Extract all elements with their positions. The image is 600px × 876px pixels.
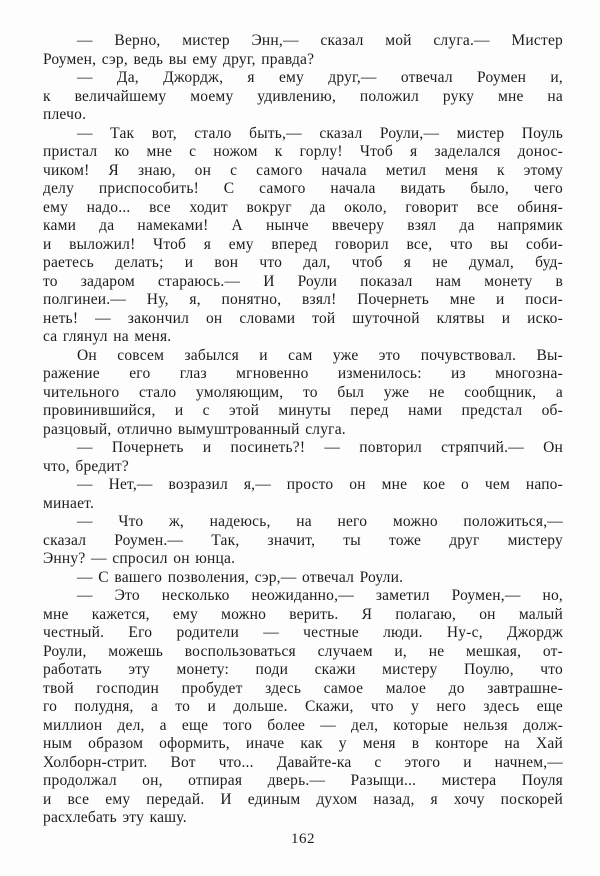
text-line: полгинеи.— Ну, я, понятно, взял! Почернеть мне и поси- xyxy=(43,291,563,308)
text-line: честный. Его родители — честные люди. Ну-с, Джордж xyxy=(43,624,563,641)
text-line: раетесь делать; и вон что дал, чтоб я не думал, буд- xyxy=(43,254,563,271)
text-line: — С вашего позволения, сэр,— отвечал Роули. xyxy=(77,568,404,586)
paragraph xyxy=(43,347,563,440)
paragraph xyxy=(43,587,563,828)
text-line: неть! — закончил он словами той шуточной клятвы и иско- xyxy=(43,309,563,327)
paragraph xyxy=(43,125,563,347)
text-line: Холборн-стрит. Вот что... Давайте-ка с этого и начнем,— xyxy=(43,753,563,771)
text-line: Роули, можешь воспользоваться случаем и, не мешкая, от- xyxy=(43,642,563,660)
text-line: твой господин пробудет здесь самое малое до завтрашне- xyxy=(43,679,563,697)
text-line: делу приспособить! С самого начала видать было, чего xyxy=(43,180,563,197)
text-line: работать эту монету: поди скажи мистеру Поулю, что xyxy=(43,661,563,678)
text-line: — Почернеть и посинеть?! — повторил стряпчий.— Он xyxy=(77,439,563,456)
text-line: расхлебать эту кашу. xyxy=(43,809,187,826)
paragraph xyxy=(43,476,563,513)
text-block xyxy=(43,32,563,828)
paragraph xyxy=(43,69,563,125)
text-line: — Это несколько неожиданно,— заметил Роумен,— но, xyxy=(77,587,563,604)
text-line: что, бредит? xyxy=(43,457,129,475)
text-line: продолжал он, отпирая дверь.— Разыщи... мистера Поуля xyxy=(43,772,563,789)
text-line: плечо. xyxy=(43,106,87,123)
text-line: провинившийся, и с этой минуты перед нами предстал об- xyxy=(43,402,563,419)
text-line: и все ему передай. И единым духом назад, я хочу поскорей xyxy=(43,790,563,808)
text-line: Он совсем забылся и сам уже это почувствовал. Вы- xyxy=(77,346,563,364)
text-line: — Нет,— возразил я,— просто он мне кое о чем напо- xyxy=(77,476,563,493)
text-line: ным образом оформить, иначе как у меня в конторе на Хай xyxy=(43,735,563,752)
text-line: то задаром стараюсь.— И Роули показал нам монету в xyxy=(43,272,563,290)
text-line: — Верно, мистер Энн,— сказал мой слуга.— Мистер xyxy=(77,32,563,49)
page-number: 162 xyxy=(291,831,315,847)
text-line: са глянул на меня. xyxy=(43,328,172,345)
paragraph xyxy=(43,32,563,69)
text-line: ему надо... все ходит вокруг да около, говорит все обиня- xyxy=(43,198,563,216)
text-line: го полудня, а то и дольше. Скажи, что у него здесь еще xyxy=(43,698,563,715)
paragraph xyxy=(43,569,563,588)
text-line: мне кажется, ему можно верить. Я полагаю, он малый xyxy=(43,605,563,623)
text-line: миллион дел, а еще того более — дел, которые нельзя долж- xyxy=(43,716,563,734)
text-line: ками да намеками! А нынче ввечеру взял да напрямик xyxy=(43,217,563,234)
text-line: пристал ко мне с ножом к горлу! Чтоб я заделался донос- xyxy=(43,143,563,160)
text-line: ражение его глаз мгновенно изменилось: из многозна- xyxy=(43,365,563,382)
text-line: чительного стало умоляющим, то был уже не сообщник, а xyxy=(43,383,563,401)
text-line: Энну? — спросил он юнца. xyxy=(43,550,236,567)
text-line: минает. xyxy=(43,494,95,512)
text-line: и выложил! Чтоб я ему вперед говорил все, что вы соби- xyxy=(43,235,563,253)
paragraph xyxy=(43,439,563,476)
text-line: — Так вот, стало быть,— сказал Роули,— мистер Поуль xyxy=(77,124,563,142)
text-line: разцовый, отлично вымуштрованный слуга. xyxy=(43,420,346,438)
text-line: сказал Роумен.— Так, значит, ты тоже друг мистеру xyxy=(43,531,563,549)
text-line: — Что ж, надеюсь, на него можно положиться,— xyxy=(77,513,563,530)
text-line: чиком! Я знаю, он с самого начала метил меня к этому xyxy=(43,161,563,179)
text-line: Роумен, сэр, ведь вы ему друг, правда? xyxy=(43,50,315,68)
text-line: — Да, Джордж, я ему друг,— отвечал Роумен и, xyxy=(77,69,563,86)
text-line: к величайшему моему удивлению, положил руку мне на xyxy=(43,87,563,105)
paragraph xyxy=(43,513,563,569)
